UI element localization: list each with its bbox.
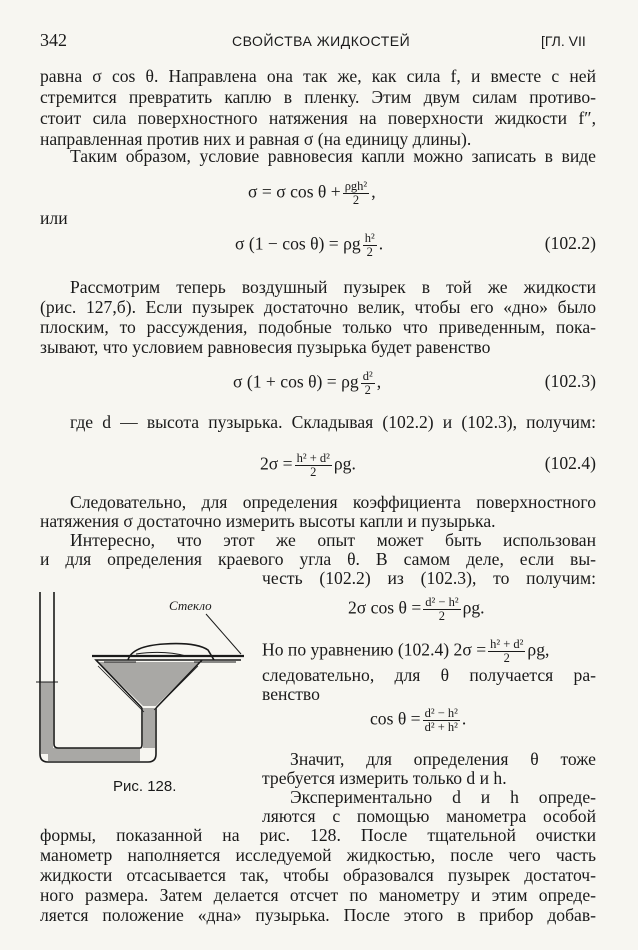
text-line: требуется измерить только d и h. xyxy=(262,768,507,788)
text-line: и для определения краевого угла θ. В самом деле, если вы- xyxy=(40,549,596,569)
text-line: манометр наполняется исследуемой жидкостью, после чего часть xyxy=(40,845,596,865)
text-line: ляется положение «дна» пузырька. После этого в прибор добав- xyxy=(40,905,596,925)
text-line: стремится превратить каплю в пленку. Этим двум силам противо- xyxy=(40,87,596,107)
equation-number: (102.3) xyxy=(544,371,596,391)
running-title: СВОЙСТВА ЖИДКОСТЕЙ xyxy=(232,33,411,49)
text-line: честь (102.2) из (102.3), то получим: xyxy=(262,568,596,588)
chapter-label: [ГЛ. VII xyxy=(541,33,586,49)
equation: 2σ cos θ = $\frac{\text{d² − h²}}{2}$ ρg. xyxy=(348,595,485,623)
text-line: натяжения σ достаточно измерить высоты капли и пузырька. xyxy=(40,511,496,531)
text-line: следовательно, для θ получается ра- xyxy=(262,665,596,685)
equation: σ = σ cos θ + $\frac{\text{ρgh²}}{2}$ , xyxy=(248,179,376,207)
text-line: Экспериментально d и h опреде- xyxy=(290,787,596,807)
equation-number: (102.4) xyxy=(544,453,596,473)
equation: cos θ = $\frac{\text{d² − h²}}{\text{d² + h²}}$ . xyxy=(370,706,467,734)
text-line: Следовательно, для определения коэффициента поверхностного xyxy=(70,492,596,512)
text-line: Рассмотрим теперь воздушный пузырек в той же жидкости xyxy=(70,277,596,297)
figure-label: Стекло xyxy=(169,598,212,613)
page-number: 342 xyxy=(40,30,67,50)
text-line: зывают, что условием равновесия пузырька будет равенство xyxy=(40,337,491,357)
text-line: венство xyxy=(262,684,320,704)
text-line: ляются с помощью манометра особой xyxy=(262,806,596,826)
text-line: Таким образом, условие равновесия капли можно записать в виде xyxy=(70,146,596,166)
text-line: Но по уравнению (102.4) 2σ = $\frac{\text{h² + d²}}{2}$ ρg, xyxy=(262,637,550,665)
figure-caption: Рис. 128. xyxy=(113,778,177,795)
equation: σ (1 + cos θ) = ρg $\frac{\text{d²}}{2}$ , xyxy=(233,369,382,397)
equation: 2σ = $\frac{\text{h² + d²}}{2}$ ρg. xyxy=(260,451,356,479)
text-line: плоским, то рассуждения, подобные только что приведенным, пока- xyxy=(40,317,596,337)
equation-number: (102.2) xyxy=(544,233,596,253)
text-line: ного размера. Затем делается отсчет по манометру и этим опреде- xyxy=(40,885,596,905)
text-line: (рис. 127,б). Если пузырек достаточно велик, чтобы его «дно» было xyxy=(40,297,596,317)
text-line: жидкости отсасывается так, чтобы образовался пузырек достаточ- xyxy=(40,865,596,885)
text-line: Интересно, что этот же опыт может быть использован xyxy=(70,530,596,550)
text-line: направленная против них и равная σ (на единицу длины). xyxy=(40,129,472,149)
text-line: Значит, для определения θ тоже xyxy=(290,749,596,769)
text-line: равна σ cos θ. Направлена она так же, как сила f, и вместе с ней xyxy=(40,66,596,86)
text-line: где d — высота пузырька. Складывая (102.2) и (102.3), получим: xyxy=(70,412,596,432)
equation: σ (1 − cos θ) = ρg $\frac{\text{h²}}{2}$ . xyxy=(235,231,384,259)
manometer-figure xyxy=(36,590,251,770)
text-line: формы, показанной на рис. 128. После тщательной очистки xyxy=(40,825,596,845)
text-line: стоит сила поверхностного натяжения на поверхности жидкости f″, xyxy=(40,108,596,128)
text-line: или xyxy=(40,208,68,228)
